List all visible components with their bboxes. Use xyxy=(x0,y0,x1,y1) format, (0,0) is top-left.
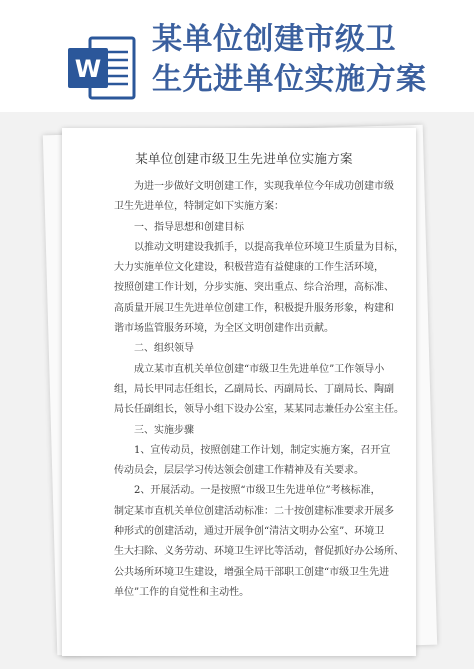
text-line: 种形式的创建活动，通过开展争创“清洁文明办公室”、环境卫 xyxy=(114,526,385,538)
step-1-paragraph xyxy=(114,441,391,482)
banner-title-line-2: 生先进单位实施方案 xyxy=(152,62,427,97)
text-line: 1、宣传动员，按照创建工作计划，制定实施方案，召开宣 xyxy=(134,444,391,456)
text-line: 局长任副组长，领导小组下设办公室，某某同志兼任办公室主任。 xyxy=(114,404,404,416)
section-heading-3: 三、实施步骤 xyxy=(134,424,194,436)
section-heading-2: 二、组织领导 xyxy=(134,343,194,355)
text-line: 卫生先进单位，特制定如下实施方案： xyxy=(114,201,284,213)
text-line: 以推动文明建设我抓手，以提高我单位环境卫生质量为目标， xyxy=(134,241,404,253)
text-line: 传动员会，层层学习传达领会创建工作精神及有关要求。 xyxy=(114,465,364,477)
text-line: 公共场所环境卫生建设，增强全局干部职工创建“市级卫生先进 xyxy=(114,566,390,578)
text-line: 制定某市直机关单位创建活动标准：二十按创建标准要求开展多 xyxy=(114,505,394,517)
document-page xyxy=(62,128,416,656)
intro-paragraph xyxy=(114,177,394,218)
step-2-paragraph xyxy=(114,481,404,603)
word-document-icon xyxy=(62,28,142,108)
banner xyxy=(0,0,474,112)
document-body xyxy=(114,150,404,603)
word-logo-letter: W xyxy=(74,55,102,83)
banner-title xyxy=(152,20,464,100)
section-1-paragraph xyxy=(114,238,404,339)
document-title: 某单位创建市级卫生先进单位实施方案 xyxy=(135,151,353,166)
text-line: 2、开展活动。一是按照“市级卫生先进单位”考核标准， xyxy=(134,485,381,497)
text-line: 谐市场监管服务环境，为全区文明创建作出贡献。 xyxy=(114,323,334,335)
text-line: 为进一步做好文明创建工作，实现我单位今年成功创建市级 xyxy=(134,181,394,192)
banner-title-line-1: 某单位创建市级卫 xyxy=(152,22,396,57)
text-line: 单位”工作的自觉性和主动性。 xyxy=(114,586,250,598)
text-line: 组，局长甲同志任组长，乙副局长、丙副局长、丁副局长、陶副 xyxy=(114,383,394,395)
text-line: 大力实施单位文化建设，积极营造有益健康的工作生活环境， xyxy=(114,262,384,274)
section-heading-1: 一、指导思想和创建目标 xyxy=(134,221,244,233)
text-line: 按照创建工作计划，分步实施、突出重点、综合治理，高标准、 xyxy=(114,282,394,294)
text-line: 生大扫除、义务劳动、环境卫生评比等活动，督促抓好办公场所、 xyxy=(114,546,404,558)
text-line: 成立某市直机关单位创建“市级卫生先进单位”工作领导小 xyxy=(134,363,385,375)
text-line: 高质量开展卫生先进单位创建工作，积极提升服务形象，构建和 xyxy=(114,302,394,314)
section-2-paragraph xyxy=(114,360,404,421)
